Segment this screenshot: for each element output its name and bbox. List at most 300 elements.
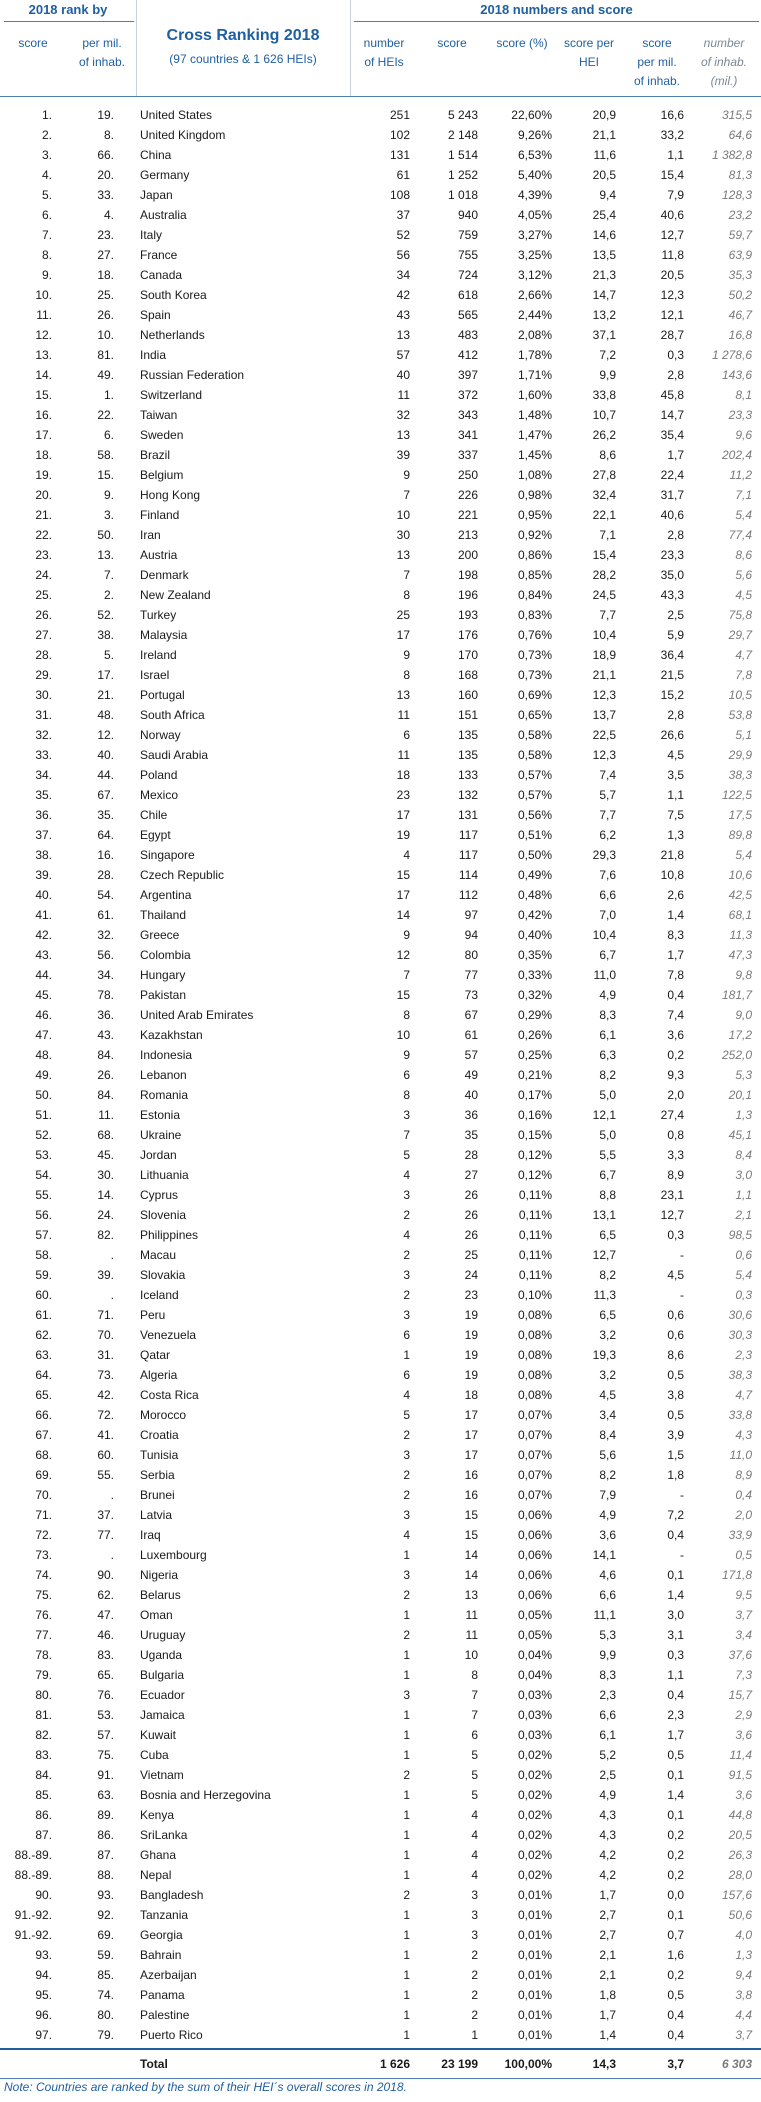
cell-heis: 7 [403,1128,410,1142]
cell-heis: 23 [396,788,410,802]
cell-country: Latvia [140,1508,173,1522]
cell-heis: 25 [396,608,410,622]
cell-heis: 43 [396,308,410,322]
cell-score-per-mil: 2,8 [667,708,684,722]
table-row [0,1045,761,1065]
cell-rank-score: 55. [35,1188,52,1202]
table-row [0,1385,761,1405]
cell-heis: 7 [403,968,410,982]
cell-heis: 1 [403,1788,410,1802]
cell-rank-permil: 22. [97,408,114,422]
cell-score-per-hei: 2,3 [599,1688,616,1702]
cell-country: Azerbaijan [140,1968,197,1982]
cell-heis: 1 [403,1808,410,1822]
col-header-score-rank: score [18,36,48,50]
cell-score-per-hei: 5,6 [599,1448,616,1462]
cell-score-per-hei: 10,4 [592,928,616,942]
cell-score-pct: 0,02% [517,1828,552,1842]
cell-rank-score: 15. [35,388,52,402]
cell-country: Norway [140,728,181,742]
cell-inhab: 38,3 [728,1368,752,1382]
table-row [0,1705,761,1725]
cell-rank-permil: 18. [97,268,114,282]
cell-score-pct: 0,07% [517,1488,552,1502]
cell-score-per-hei: 12,7 [592,1248,616,1262]
cell-heis: 6 [403,1068,410,1082]
cell-score-pct: 0,08% [517,1348,552,1362]
cell-country: Bahrain [140,1948,182,1962]
cell-score-per-hei: 5,2 [599,1748,616,1762]
cell-score-per-mil: 0,1 [667,1908,684,1922]
cell-rank-score: 75. [35,1588,52,1602]
cell-score-per-mil: 1,5 [667,1448,684,1462]
cell-heis: 17 [396,628,410,642]
cell-heis: 2 [403,1768,410,1782]
cell-inhab: 4,5 [735,588,752,602]
cell-heis: 4 [403,1228,410,1242]
cell-score-per-mil: 8,6 [667,1348,684,1362]
cell-heis: 3 [403,1108,410,1122]
cell-score-per-mil: 33,2 [660,128,684,142]
cell-score-pct: 2,44% [517,308,552,322]
table-row [0,465,761,485]
cell-score-per-mil: 7,5 [667,808,684,822]
cell-inhab: 1 382,8 [711,148,752,162]
cell-score: 49 [464,1068,478,1082]
cell-rank-permil: 36. [97,1008,114,1022]
cell-inhab: 4,7 [735,648,752,662]
cell-rank-score: 14. [35,368,52,382]
cell-country: Malaysia [140,628,188,642]
table-header [0,0,761,97]
cell-score-pct: 0,03% [517,1708,552,1722]
cell-score: 131 [457,808,478,822]
cell-inhab: 3,6 [735,1788,752,1802]
cell-inhab: 1,3 [735,1948,752,1962]
cell-score-pct: 0,58% [517,748,552,762]
cell-rank-score: 34. [35,768,52,782]
cell-score-pct: 0,16% [517,1108,552,1122]
cell-rank-score: 30. [35,688,52,702]
cell-rank-permil: 76. [97,1688,114,1702]
table-row [0,1325,761,1345]
cell-score: 57 [464,1048,478,1062]
cell-rank-score: 9. [41,268,52,282]
cell-score-per-mil: 7,8 [667,968,684,982]
cell-heis: 13 [396,328,410,342]
cell-country: Austria [140,548,178,562]
table-row [0,645,761,665]
cell-rank-score: 70. [35,1488,52,1502]
cell-heis: 6 [403,1368,410,1382]
cell-score: 372 [457,388,478,402]
cell-score-per-mil: - [680,1548,684,1562]
cell-rank-permil: . [110,1548,114,1562]
cell-heis: 2 [403,1588,410,1602]
cell-score-per-mil: 35,4 [660,428,684,442]
table-row [0,1065,761,1085]
cell-score-per-mil: 0,2 [667,1848,684,1862]
cell-inhab: 0,4 [735,1488,752,1502]
cell-score-per-hei: 18,9 [592,648,616,662]
cell-rank-score: 77. [35,1628,52,1642]
cell-country: Jordan [140,1148,177,1162]
cell-score-pct: 0,50% [517,848,552,862]
cell-heis: 18 [396,768,410,782]
col-header-score-pct: score (%) [496,36,548,50]
table-row [0,1905,761,1925]
cell-score: 80 [464,948,478,962]
cell-heis: 10 [396,1028,410,1042]
cell-country: Romania [140,1088,189,1102]
cell-rank-permil: 3. [103,508,114,522]
cell-score-per-mil: 3,0 [667,1608,684,1622]
cell-rank-permil: 23. [97,228,114,242]
cell-country: Colombia [140,948,191,962]
cell-inhab: 11,3 [729,928,752,942]
cell-country: Georgia [140,1928,183,1942]
cell-inhab: 68,1 [728,908,752,922]
cell-inhab: 8,4 [735,1148,752,1162]
cell-rank-permil: . [110,1288,114,1302]
cell-score-per-hei: 1,4 [599,2028,616,2042]
cell-inhab: 3,8 [735,1988,752,2002]
col-header-permil-rank-line-2: of inhab. [78,55,126,69]
cell-rank-permil: 52. [97,608,114,622]
cell-score-per-hei: 6,1 [599,1728,616,1742]
cell-rank-permil: 39. [97,1268,114,1282]
table-row [0,1025,761,1045]
cell-score: 11 [465,1608,478,1622]
col-header-permil-rank [68,34,136,72]
table-row [0,125,761,145]
table-row [0,165,761,185]
cell-score-per-hei: 7,0 [599,908,616,922]
cell-rank-score: 22. [35,528,52,542]
cell-heis: 6 [403,728,410,742]
cell-rank-permil: 55. [97,1468,114,1482]
cell-score-per-mil: 43,3 [660,588,684,602]
cell-rank-permil: 63. [97,1788,114,1802]
cell-rank-score: 78. [35,1648,52,1662]
cell-score-pct: 0,02% [517,1768,552,1782]
cell-rank-score: 80. [35,1688,52,1702]
cell-rank-score: 21. [35,508,52,522]
cell-heis: 1 [403,1548,410,1562]
cell-inhab: 3,7 [735,2028,752,2042]
cell-rank-score: 26. [35,608,52,622]
cell-rank-score: 69. [35,1468,52,1482]
cell-rank-permil: 50. [97,528,114,542]
cell-rank-score: 13. [35,348,52,362]
cell-score-per-mil: 7,2 [667,1508,684,1522]
cell-heis: 1 [403,1988,410,2002]
cell-rank-score: 97. [35,2028,52,2042]
cell-score: 618 [457,288,478,302]
table-row [0,1145,761,1165]
cell-score-pct: 3,27% [517,228,552,242]
rank-group-heading: 2018 rank by [28,2,108,17]
cell-score-per-hei: 7,7 [599,808,616,822]
cell-rank-permil: 49. [97,368,114,382]
cell-rank-permil: 61. [97,908,114,922]
cell-score-per-mil: 0,2 [667,1048,684,1062]
cell-inhab: 2,1 [735,1208,752,1222]
cell-rank-permil: 59. [97,1948,114,1962]
cell-heis: 1 [403,1748,410,1762]
cell-country: Lebanon [140,1068,187,1082]
cell-score-per-hei: 9,9 [599,1648,616,1662]
cell-score-per-hei: 26,2 [592,428,616,442]
cell-rank-score: 65. [35,1388,52,1402]
cell-heis: 4 [403,1528,410,1542]
cell-rank-score: 54. [35,1168,52,1182]
cell-rank-permil: 91. [97,1768,114,1782]
cell-heis: 17 [396,888,410,902]
cell-score-per-mil: 2,8 [667,368,684,382]
cell-score-per-mil: - [680,1288,684,1302]
cell-score-per-hei: 21,3 [592,268,616,282]
cell-score-per-hei: 4,3 [599,1808,616,1822]
table-row [0,805,761,825]
table-row [0,725,761,745]
cell-rank-permil: 30. [97,1168,114,1182]
cell-score-per-hei: 14,1 [592,1548,616,1562]
cell-score: 61 [464,1028,478,1042]
cell-inhab: 8,6 [735,548,752,562]
cell-country: Portugal [140,688,185,702]
cell-rank-score: 61. [35,1308,52,1322]
cell-score-pct: 0,01% [517,1888,552,1902]
cell-heis: 11 [397,748,410,762]
cell-score-pct: 0,12% [517,1148,552,1162]
table-row [0,405,761,425]
cell-score-per-mil: 1,1 [667,148,684,162]
cell-inhab: 50,2 [728,288,752,302]
table-row [0,1885,761,1905]
cell-score: 2 [471,1988,478,2002]
cell-heis: 5 [403,1408,410,1422]
cell-score-per-hei: 32,4 [592,488,616,502]
cell-score-per-mil: 0,1 [667,1568,684,1582]
cell-score-per-hei: 29,3 [592,848,616,862]
cell-score: 94 [464,928,478,942]
cell-inhab: 2,9 [735,1708,752,1722]
cell-score: 412 [457,348,478,362]
cell-score-per-mil: 23,1 [660,1188,684,1202]
cell-rank-score: 60. [35,1288,52,1302]
cell-rank-permil: 53. [97,1708,114,1722]
cell-score-pct: 3,25% [517,248,552,262]
cell-score-pct: 0,01% [517,1908,552,1922]
table-row [0,1545,761,1565]
cell-inhab: 33,9 [728,1528,752,1542]
cell-inhab: 4,4 [735,2008,752,2022]
cell-score-pct: 6,53% [517,148,552,162]
cell-country: Russian Federation [140,368,245,382]
cell-inhab: 5,4 [735,508,752,522]
cell-score-per-hei: 6,7 [599,1168,616,1182]
cell-inhab: 98,5 [728,1228,752,1242]
cell-rank-permil: 92. [97,1908,114,1922]
cell-inhab: 42,5 [728,888,752,902]
cell-country: Kenya [140,1808,175,1822]
cell-rank-score: 8. [41,248,52,262]
table-row [0,225,761,245]
cell-rank-permil: 89. [97,1808,114,1822]
cell-heis: 3 [403,1688,410,1702]
cell-heis: 7 [403,568,410,582]
cell-inhab: 26,3 [728,1848,752,1862]
table-row [0,845,761,865]
cell-score-per-mil: 12,7 [660,228,684,242]
cell-rank-score: 19. [35,468,52,482]
cell-heis: 2 [403,1428,410,1442]
table-row [0,1865,761,1885]
cell-score-per-mil: 1,7 [667,448,684,462]
cell-country: Luxembourg [140,1548,207,1562]
cell-score-per-mil: 2,8 [667,528,684,542]
table-row [0,285,761,305]
cell-score-per-mil: 3,8 [667,1388,684,1402]
cell-rank-score: 73. [35,1548,52,1562]
col-header-score-per-hei-line-2: HEI [578,55,599,69]
cell-score: 26 [464,1228,478,1242]
cell-inhab: 59,7 [728,228,752,242]
cell-score-per-hei: 27,8 [592,468,616,482]
cell-inhab: 9,5 [735,1588,752,1602]
cell-heis: 108 [389,188,410,202]
cell-inhab: 143,6 [721,368,752,382]
cell-heis: 5 [403,1148,410,1162]
cell-rank-score: 58. [35,1248,52,1262]
cell-score-per-hei: 7,7 [599,608,616,622]
cell-score-pct: 0,01% [517,2028,552,2042]
col-header-heis [352,34,416,72]
cell-score-pct: 3,12% [517,268,552,282]
cell-score: 18 [464,1388,478,1402]
cell-heis: 2 [403,1888,410,1902]
cell-country: New Zealand [140,588,211,602]
cell-score-per-hei: 4,2 [599,1848,616,1862]
cell-score-per-hei: 5,0 [599,1088,616,1102]
cell-score-per-mil: 21,8 [660,848,684,862]
cell-score: 337 [457,448,478,462]
cell-inhab: 89,8 [728,828,752,842]
cell-rank-score: 93. [35,1948,52,1962]
cell-inhab: 315,5 [721,108,752,122]
cell-score-pct: 4,05% [517,208,552,222]
cell-score-pct: 0,58% [517,728,552,742]
cell-score-pct: 0,08% [517,1308,552,1322]
cell-rank-permil: 77. [97,1528,114,1542]
cell-score-per-mil: 0,2 [667,1828,684,1842]
cell-score-per-hei: 6,5 [599,1308,616,1322]
cell-inhab: 30,3 [728,1328,752,1342]
cell-score-per-hei: 2,7 [599,1928,616,1942]
cell-score-pct: 1,08% [517,468,552,482]
cell-score-pct: 0,06% [517,1528,552,1542]
table-row [0,985,761,1005]
cell-rank-permil: . [110,1488,114,1502]
cell-heis: 1 [403,1928,410,1942]
cell-score-per-hei: 9,9 [599,368,616,382]
cell-inhab: 35,3 [728,268,752,282]
table-row [0,1505,761,1525]
cell-rank-score: 12. [35,328,52,342]
cell-rank-permil: 68. [97,1128,114,1142]
table-row [0,1785,761,1805]
cell-inhab: 23,2 [728,208,752,222]
cell-rank-score: 38. [35,848,52,862]
cell-heis: 4 [403,848,410,862]
cell-country: Ireland [140,648,177,662]
cell-country: Netherlands [140,328,205,342]
cell-score-per-mil: 10,8 [660,868,684,882]
cell-score: 19 [464,1348,478,1362]
cell-score-per-mil: 3,1 [667,1628,684,1642]
cell-score-per-mil: 0,4 [667,2028,684,2042]
col-header-inhab-line-2: of inhab. [700,55,748,69]
cell-rank-score: 2. [41,128,52,142]
cell-score-pct: 0,11% [518,1248,552,1262]
cell-score: 17 [464,1448,478,1462]
cell-score-per-hei: 3,6 [599,1528,616,1542]
cell-rank-score: 82. [35,1728,52,1742]
cell-rank-permil: 81. [97,348,114,362]
cell-score-pct: 0,73% [517,668,552,682]
cell-score-per-mil: 36,4 [660,648,684,662]
table-row [0,1085,761,1105]
cell-score: 160 [457,688,478,702]
cell-score-per-mil: 1,3 [667,828,684,842]
cell-score-pct: 1,47% [517,428,552,442]
cell-score-per-mil: 8,9 [667,1168,684,1182]
cell-score-pct: 0,51% [517,828,552,842]
cell-rank-permil: 85. [97,1968,114,1982]
cell-inhab: 28,0 [728,1868,752,1882]
cell-inhab: 252,0 [721,1048,752,1062]
cell-heis: 1 [403,2028,410,2042]
cell-score-per-mil: 40,6 [660,508,684,522]
table-row [0,1525,761,1545]
table-row [0,2005,761,2025]
cell-inhab: 7,8 [735,668,752,682]
table-row [0,1265,761,1285]
cell-score: 14 [464,1568,478,1582]
cell-heis: 3 [403,1508,410,1522]
cell-heis: 61 [396,168,410,182]
cell-score-per-hei: 8,8 [599,1188,616,1202]
cell-score: 4 [471,1848,478,1862]
table-row [0,925,761,945]
cell-score-per-mil: 1,4 [667,1588,684,1602]
cell-rank-permil: . [110,1248,114,1262]
cell-score: 2 [471,2008,478,2022]
cell-rank-permil: 28. [97,868,114,882]
cell-score-per-hei: 6,6 [599,888,616,902]
cell-score: 117 [458,828,478,842]
cell-inhab: 75,8 [728,608,752,622]
cell-score-pct: 0,07% [517,1468,552,1482]
cell-rank-score: 68. [35,1448,52,1462]
cell-rank-permil: 58. [97,448,114,462]
cell-rank-score: 10. [35,288,52,302]
cell-country: Qatar [140,1348,171,1362]
cell-score: 6 [471,1728,478,1742]
cell-score: 135 [457,728,478,742]
cell-inhab: 5,1 [735,728,752,742]
